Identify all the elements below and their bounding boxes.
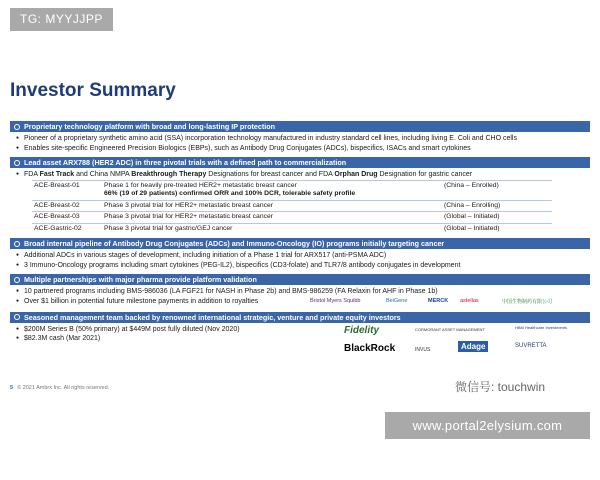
astellas-logo: astellas — [460, 297, 479, 304]
beigene-logo: BeiGene — [386, 297, 408, 304]
list-item: ● $200M Series B (50% primary) at $449M post fully diluted (Nov 2020) — [10, 325, 590, 335]
circle-bullet-icon — [14, 160, 20, 166]
trial-description: Phase 3 pivotal trial for HER2+ metastatic breast cancer — [102, 212, 442, 224]
section-header-technology: Proprietary technology platform with broad and long-lasting IP protection — [10, 121, 590, 132]
circle-bullet-icon — [14, 314, 20, 320]
list-item: ● $82.3M cash (Mar 2021) — [10, 334, 590, 344]
section-header-management: Seasoned management team backed by renowned international strategic, venture and private equity investors — [10, 312, 590, 323]
trial-name: ACE-Breast-03 — [32, 212, 102, 224]
list-item: ● Additional ADCs in various stages of development, including initiation of a Phase 1 trial for ARX517 (anti-PSMA ADC) — [10, 251, 590, 261]
circle-bullet-icon — [14, 277, 20, 283]
trial-status: (Global – Initiated) — [442, 223, 552, 234]
trial-status: (Global – Initiated) — [442, 212, 552, 224]
section-header-pipeline: Broad internal pipeline of Antibody Drug Conjugates (ADCs) and Immuno-Oncology (IO) programs initially targeting cancer — [10, 238, 590, 249]
trial-status: (China – Enrolled) — [442, 180, 552, 200]
fidelity-logo: Fidelity — [344, 324, 380, 336]
page-number: 5 — [10, 385, 14, 391]
table-row — [32, 223, 552, 234]
cormorant-logo: CORMORANT ASSET MANAGEMENT — [415, 326, 485, 332]
table-row — [32, 200, 552, 212]
circle-bullet-icon — [14, 124, 20, 130]
list-item: ● Over $1 billion in potential future milestone payments in addition to royalties — [10, 297, 590, 307]
trials-table — [32, 180, 552, 235]
nbp-logo: 中国生物制药有限公司 — [502, 298, 553, 305]
hbm-logo: HBM Healthcare Investments — [515, 324, 568, 330]
blackrock-logo: BlackRock — [344, 342, 396, 354]
list-item: ● 3 Immuno-Oncology programs including smart cytokines (PEG-IL2), bispecifics (CD3-folate) and TLR7/8 antibody conjugates in development — [10, 261, 590, 271]
merck-logo: MERCK — [428, 297, 449, 304]
section-header-lead-asset: Lead asset ARX788 (HER2 ADC) in three pivotal trials with a defined path to commercialization — [10, 157, 590, 168]
footer — [10, 385, 109, 391]
bms-logo: Bristol Myers Squibb — [310, 297, 361, 304]
trial-name: ACE-Breast-01 — [32, 180, 102, 200]
adage-logo: Adage — [458, 341, 488, 352]
table-row — [32, 180, 552, 200]
section-header-partnerships: Multiple partnerships with major pharma provide platform validation — [10, 274, 590, 285]
list-item: ● Enables site-specific Engineered Precision Biologics (EBPs), such as Antibody Drug Conjugates (ADCs), bispecifics, ISACs and smart cytokines — [10, 144, 590, 154]
url-watermark: www.portal2elysium.com — [385, 412, 590, 439]
circle-bullet-icon — [14, 241, 20, 247]
list-item: ● FDA Fast Track and China NMPA Breakthrough Therapy Designations for breast cancer and FDA Orphan Drug Designation for gastric cancer — [10, 170, 590, 180]
suvretta-logo: SUVRETTA — [515, 342, 547, 349]
page-title: Investor Summary — [10, 80, 176, 101]
trial-description: Phase 3 pivotal trial for gastric/GEJ cancer — [102, 223, 442, 234]
trial-description: Phase 3 pivotal trial for HER2+ metastatic breast cancer — [102, 200, 442, 212]
list-item: ● 10 partnered programs including BMS-986036 (LA FGF21 for NASH in Phase 2b) and BMS-986259 (FA Relaxin for AHF in Phase 1b) — [10, 287, 590, 297]
invus-logo: INVUS — [415, 346, 431, 353]
list-item: ● Pioneer of a proprietary synthetic amino acid (SSA) incorporation technology manufactured in industry standard cell lines, including living E. Coli and CHO cells — [10, 134, 590, 144]
copyright: © 2021 Ambrx Inc. All rights reserved. — [17, 385, 110, 391]
trial-name: ACE-Gastric-02 — [32, 223, 102, 234]
wechat-watermark: 微信号: touchwin — [455, 380, 546, 394]
trial-status: (China – Enrolling) — [442, 200, 552, 212]
table-row — [32, 212, 552, 224]
trial-description: Phase 1 for heavily pre-treated HER2+ metastatic breast cancer 66% (19 of 29 patients) confirmed ORR and 100% DCR, tolerable safety profile — [102, 180, 442, 200]
slide-body — [10, 118, 590, 357]
trial-name: ACE-Breast-02 — [32, 200, 102, 212]
watermark-tag: TG: MYYJJPP — [10, 8, 113, 31]
